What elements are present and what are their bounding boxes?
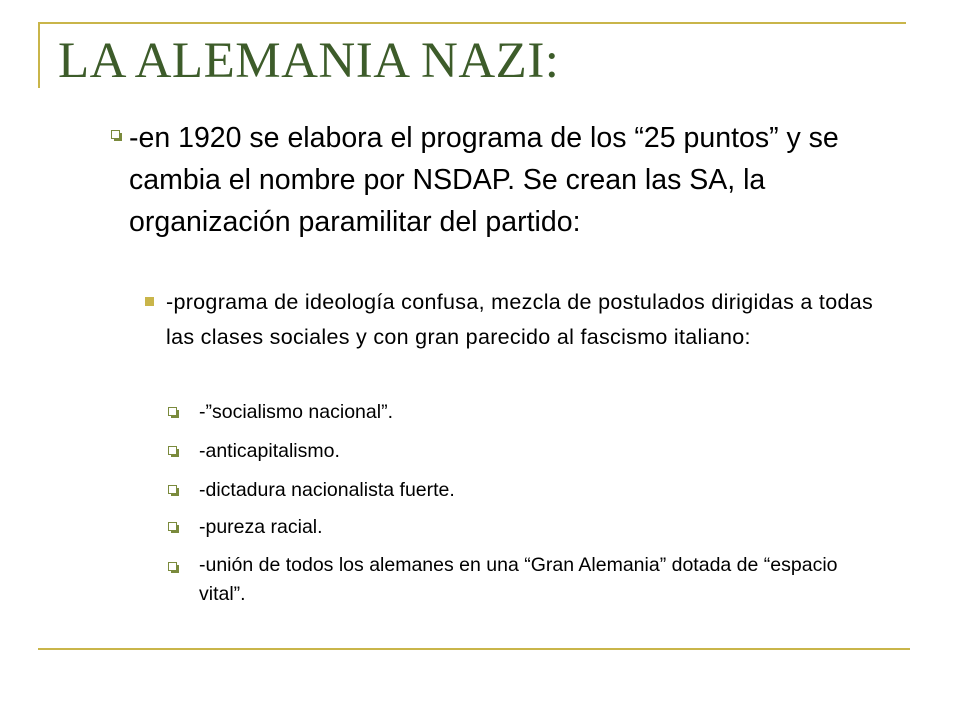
top-border-line [38, 22, 906, 24]
main-point-text: -en 1920 se elabora el programa de los “25 puntos” y se cambia el nombre por NSDAP. Se crean las SA, la organización paramilitar del partido: [129, 122, 839, 238]
checkbox-bullet-icon [168, 407, 177, 416]
square-bullet-icon [145, 297, 154, 306]
bottom-border-line [38, 648, 910, 650]
sub-point-text: -programa de ideología confusa, mezcla de postulados dirigidas a todas las clases sociales y con gran parecido al fascismo italiano: [166, 290, 874, 349]
list-item: -pureza racial. [199, 516, 323, 538]
list-item: -dictadura nacionalista fuerte. [199, 479, 455, 501]
list-item: -anticapitalismo. [199, 440, 340, 462]
main-point [108, 117, 848, 243]
checkbox-bullet-icon [168, 562, 177, 571]
left-border-line [38, 22, 40, 88]
checkbox-bullet-icon [168, 485, 177, 494]
list-item: -unión de todos los alemanes en una “Gran Alemania” dotada de “espacio vital”. [199, 554, 838, 605]
checkbox-bullet-icon [168, 446, 177, 455]
list-item: -”socialismo nacional”. [199, 401, 393, 423]
slide-title: LA ALEMANIA NAZI: [58, 33, 560, 89]
checkbox-bullet-icon [168, 522, 177, 531]
